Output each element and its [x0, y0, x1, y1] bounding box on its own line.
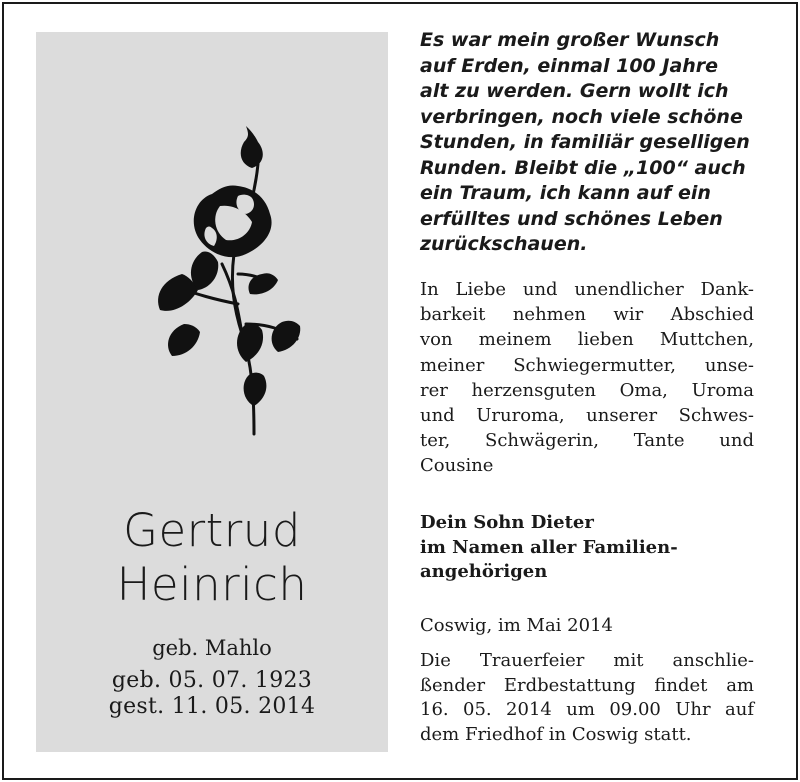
quote-line: verbringen, noch viele schöne — [420, 105, 743, 128]
ceremony-line: Die Trauerfeier mit anschlie- — [420, 650, 754, 671]
quote-line: zurückschauen. — [420, 233, 588, 255]
quote — [420, 28, 754, 258]
ceremony-info — [420, 649, 754, 747]
farewell-line: barkeit nehmen wir Abschied — [420, 304, 754, 326]
farewell-line: ter, Schwägerin, Tante und — [420, 430, 754, 452]
farewell-line: meiner Schwiegermutter, unse- — [420, 354, 754, 376]
farewell-text — [420, 277, 754, 479]
first-name: Gertrud — [123, 504, 301, 557]
death-date: gest. 11. 05. 2014 — [108, 694, 316, 719]
quote-line: Runden. Bleibt die „100“ auch — [420, 156, 746, 179]
rose-icon — [142, 124, 322, 444]
farewell-line: In Liebe und unendlicher Dank- — [420, 279, 754, 300]
signature-line: im Namen aller Familien- — [420, 536, 678, 558]
last-name: Heinrich — [116, 558, 308, 611]
signature-line: angehörigen — [420, 561, 548, 582]
quote-line: Es war mein großer Wunsch — [420, 29, 720, 51]
farewell-line: von meinem lieben Muttchen, — [420, 329, 754, 351]
ceremony-line: 16. 05. 2014 um 09.00 Uhr auf — [420, 699, 754, 720]
ceremony-line: dem Friedhof in Coswig statt. — [420, 723, 692, 745]
portrait-panel — [36, 32, 388, 752]
farewell-line: Cousine — [420, 455, 494, 477]
notice-frame — [2, 2, 798, 780]
quote-line: erfülltes und schönes Leben — [420, 207, 723, 230]
farewell-line: rer herzensguten Oma, Uroma — [420, 379, 754, 401]
ceremony-line: ßender Erdbestattung findet am — [420, 674, 754, 696]
quote-line: auf Erden, einmal 100 Jahre — [420, 54, 719, 77]
signature — [420, 511, 754, 585]
quote-line: Stunden, in familiär geselligen — [420, 131, 750, 153]
quote-line: alt zu werden. Gern wollt ich — [420, 80, 729, 102]
place-date: Coswig, im Mai 2014 — [420, 615, 613, 636]
maiden-name: geb. Mahlo — [152, 636, 272, 660]
birth-date: geb. 05. 07. 1923 — [111, 668, 313, 693]
signature-line: Dein Sohn Dieter — [420, 512, 594, 533]
quote-line: ein Traum, ich kann auf ein — [420, 182, 711, 204]
farewell-line: und Ururoma, unserer Schwes- — [420, 405, 754, 427]
